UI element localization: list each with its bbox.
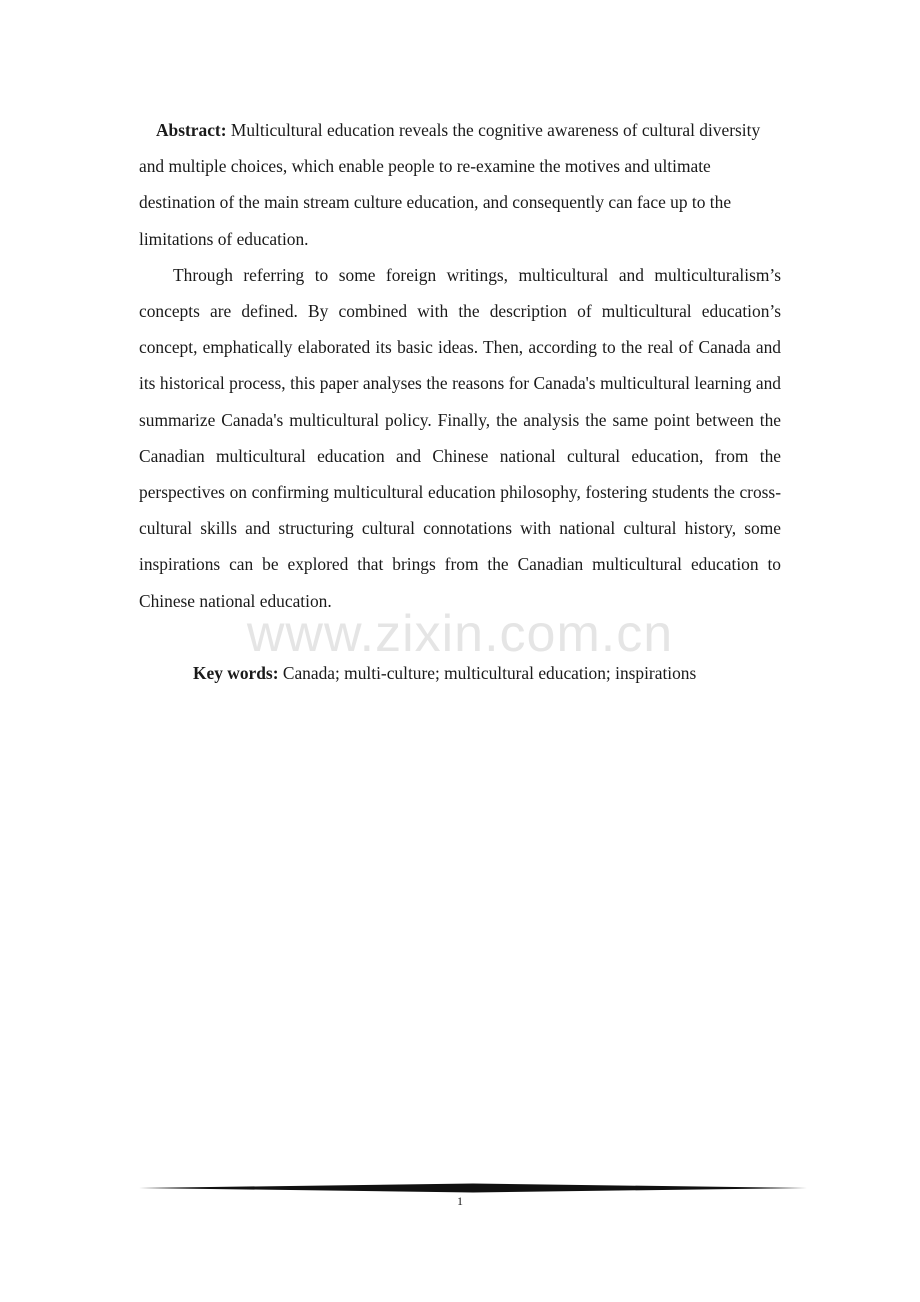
abstract-label: Abstract: xyxy=(156,120,227,140)
keywords-text: Canada; multi-culture; multicultural education; inspirations xyxy=(282,663,697,683)
keywords-label: Key words: xyxy=(193,663,279,683)
abstract-section xyxy=(139,112,781,619)
watermark: www.zixin.com.cn xyxy=(246,605,674,663)
page-number: 1 xyxy=(457,1194,463,1208)
abstract-paragraph-1 xyxy=(139,112,769,257)
abstract-paragraph-2: Through referring to some foreign writings, multicultural and multiculturalism’s concepts are defined. By combined with the description of multicultural education’s concept, emphatically elaborated its basic ideas. Then, according to the real of Canada and its historical process, this paper analyses the reasons for Canada's multicultural learning and summarize Canada's multicultural policy. Finally, the analysis the same point between the Canadian multicultural education and Chinese national cultural education, from the perspectives on confirming multicultural education philosophy, fostering students the cross-cultural skills and structuring cultural connotations with national cultural history, some inspirations can be explored that brings from the Canadian multicultural education to Chinese national education. xyxy=(139,264,781,611)
keywords-line xyxy=(193,655,696,691)
abstract-text: Multicultural education reveals the cognitive awareness of cultural diversity and multiple choices, which enable people to re-examine the motives and ultimate destination of the main stream culture education, and consequently can face up to the limitations of education. xyxy=(139,120,761,249)
